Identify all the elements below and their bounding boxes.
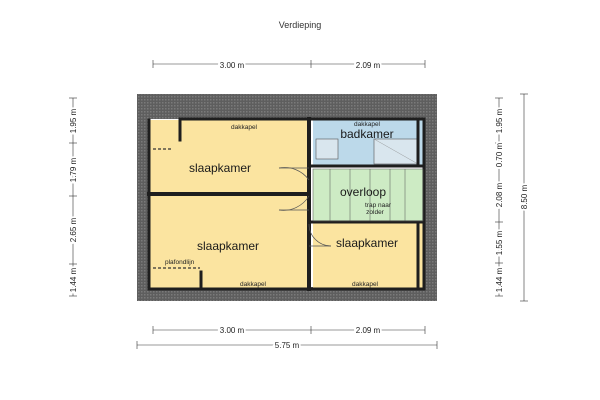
room-slaapkamer-3 <box>313 223 423 288</box>
dim-right-1-label: 1.95 m <box>495 108 504 134</box>
dim-top <box>153 60 425 68</box>
label-trap-line2: zolder <box>366 209 384 216</box>
dim-right-5-label: 1.44 m <box>495 267 504 293</box>
dim-left-4-label: 1.44 m <box>69 267 78 293</box>
label-dakkapel-3: dakkapel <box>239 281 267 288</box>
label-plafondlijn: plafondlijn <box>165 259 195 266</box>
label-overloop: overloop <box>339 185 387 199</box>
dim-right-2-label: 0.70 m <box>495 142 504 168</box>
label-slaapkamer-1: slaapkamer <box>188 161 252 175</box>
dim-bottom-left-label: 3.00 m <box>219 326 245 335</box>
roof-top <box>137 94 437 119</box>
sink <box>316 139 338 159</box>
dim-right-total-label: 8.50 m <box>520 184 529 210</box>
dim-right-4-label: 1.55 m <box>495 230 504 256</box>
label-slaapkamer-3: slaapkamer <box>335 236 399 250</box>
label-dakkapel-4: dakkapel <box>351 281 379 288</box>
label-badkamer: badkamer <box>340 127 394 141</box>
dim-left-1-label: 1.95 m <box>69 108 78 134</box>
roof-left <box>137 94 149 301</box>
dim-left-3-label: 2.65 m <box>69 217 78 243</box>
label-slaapkamer-2: slaapkamer <box>196 239 260 253</box>
dim-top-right-label: 2.09 m <box>355 61 381 70</box>
room-slaapkamer-1 <box>150 120 307 193</box>
label-dakkapel-1: dakkapel <box>230 124 258 131</box>
dim-top-left-label: 3.00 m <box>219 61 245 70</box>
roof-right <box>425 94 437 301</box>
label-trap-line1: trap naar <box>364 202 392 209</box>
dim-bottom-right-label: 2.09 m <box>355 326 381 335</box>
label-dakkapel-2: dakkapel <box>353 121 381 128</box>
dim-bottom-total-label: 5.75 m <box>274 341 300 350</box>
floor-title: Verdieping <box>278 20 322 30</box>
dim-right-3-label: 2.08 m <box>495 182 504 208</box>
dim-left-2-label: 1.79 m <box>69 157 78 183</box>
